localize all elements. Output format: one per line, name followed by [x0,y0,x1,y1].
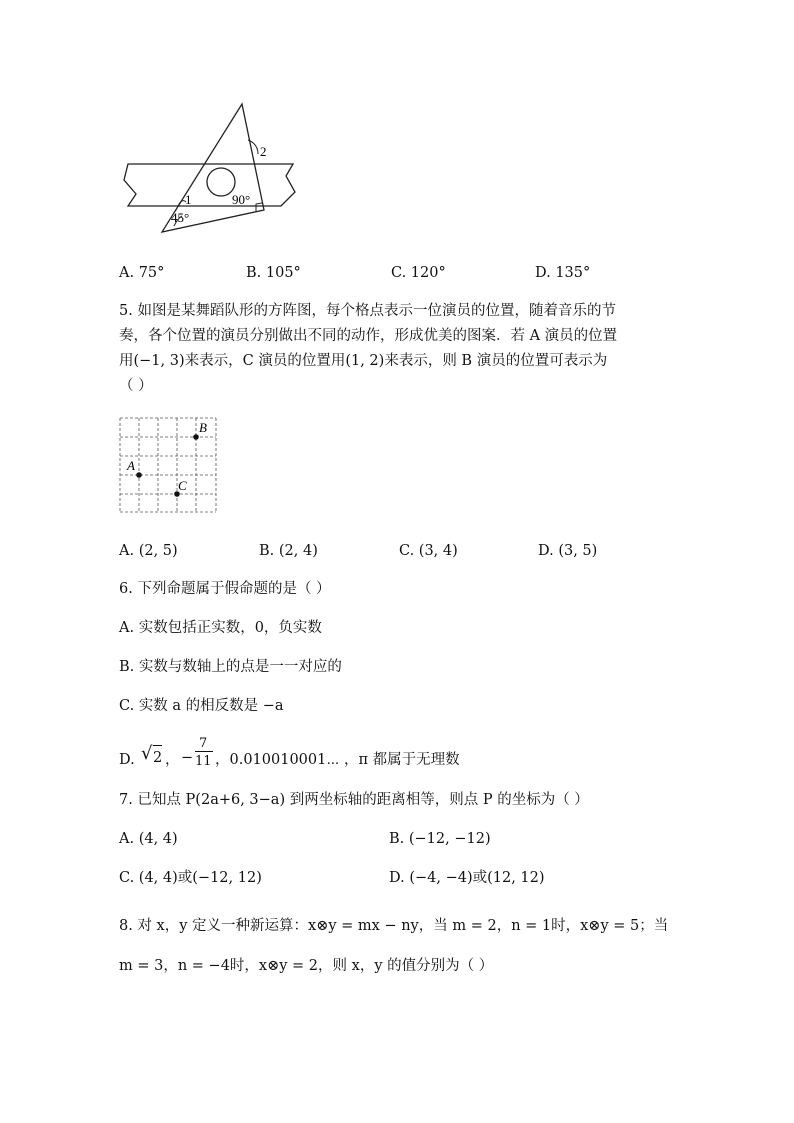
q4-option-c[interactable]: C. 120° [391,265,446,281]
fraction-denominator: 11 [195,754,212,769]
q5-stem-line3: 用(−1, 3)来表示，C 演员的位置用(1, 2)来表示，则 B 演员的位置可表示为 [119,353,608,369]
comma-sep: ， [165,752,180,768]
angle-2-label: 2 [260,144,267,159]
sqrt-sign: √ [141,743,153,764]
triangle-strip-figure [118,98,308,238]
grid-label-c: C [178,478,187,493]
sqrt-radicand: 2 [153,745,162,769]
q6-stem: 6. 下列命题属于假命题的是（ ） [119,581,331,597]
q6-option-c[interactable]: C. 实数 a 的相反数是 −a [119,698,284,714]
angle-45-label: 45° [171,210,190,225]
angle-1-label: 1 [185,192,192,207]
point-b [193,434,199,440]
q6-d-prefix: D. [119,752,135,768]
grid-label-b: B [199,420,207,435]
q4-option-a[interactable]: A. 75° [119,265,165,281]
q5-stem-line4: （ ） [119,378,153,394]
q5-stem-line1: 5. 如图是某舞蹈队形的方阵图，每个格点表示一位演员的位置，随着音乐的节 [119,303,616,319]
q5-option-c[interactable]: C. (3, 4) [399,543,458,559]
circle [207,168,235,196]
q7-option-b[interactable]: B. (−12, −12) [389,831,491,847]
q6-option-b[interactable]: B. 实数与数轴上的点是一一对应的 [119,659,342,675]
q5-option-b[interactable]: B. (2, 4) [259,543,318,559]
q4-option-b[interactable]: B. 105° [246,265,301,281]
grid-figure [116,412,222,518]
q6-d-rest: ，0.010010001⋯ ，π 都属于无理数 [215,752,460,768]
minus-sign: − [181,750,194,766]
q7-stem: 7. 已知点 P(2a+6, 3−a) 到两坐标轴的距离相等，则点 P 的坐标为（ ） [119,792,589,808]
q7-option-a[interactable]: A. (4, 4) [119,831,178,847]
strip-outline [124,164,295,206]
fraction-numerator: 7 [199,736,208,751]
q4-option-d[interactable]: D. 135° [535,265,591,281]
q7-option-d[interactable]: D. (−4, −4)或(12, 12) [389,870,545,886]
q8-stem-line1: 8. 对 x，y 定义一种新运算：x⊗y = mx − ny，当 m = 2，n = 1时，x⊗y = 5；当 [119,918,669,934]
grid-label-a: A [127,458,135,473]
q8-stem-line2: m = 3，n = −4时，x⊗y = 2，则 x，y 的值分别为（ ） [119,958,494,974]
q6-option-a[interactable]: A. 实数包括正实数，0，负实数 [119,620,322,636]
point-a [136,472,142,478]
q5-option-a[interactable]: A. (2, 5) [119,543,178,559]
q7-option-c[interactable]: C. (4, 4)或(−12, 12) [119,870,262,886]
angle-90-label: 90° [232,192,251,207]
q5-option-d[interactable]: D. (3, 5) [538,543,598,559]
q5-stem-line2: 奏，各个位置的演员分别做出不同的动作，形成优美的图案．若 A 演员的位置 [119,328,618,344]
